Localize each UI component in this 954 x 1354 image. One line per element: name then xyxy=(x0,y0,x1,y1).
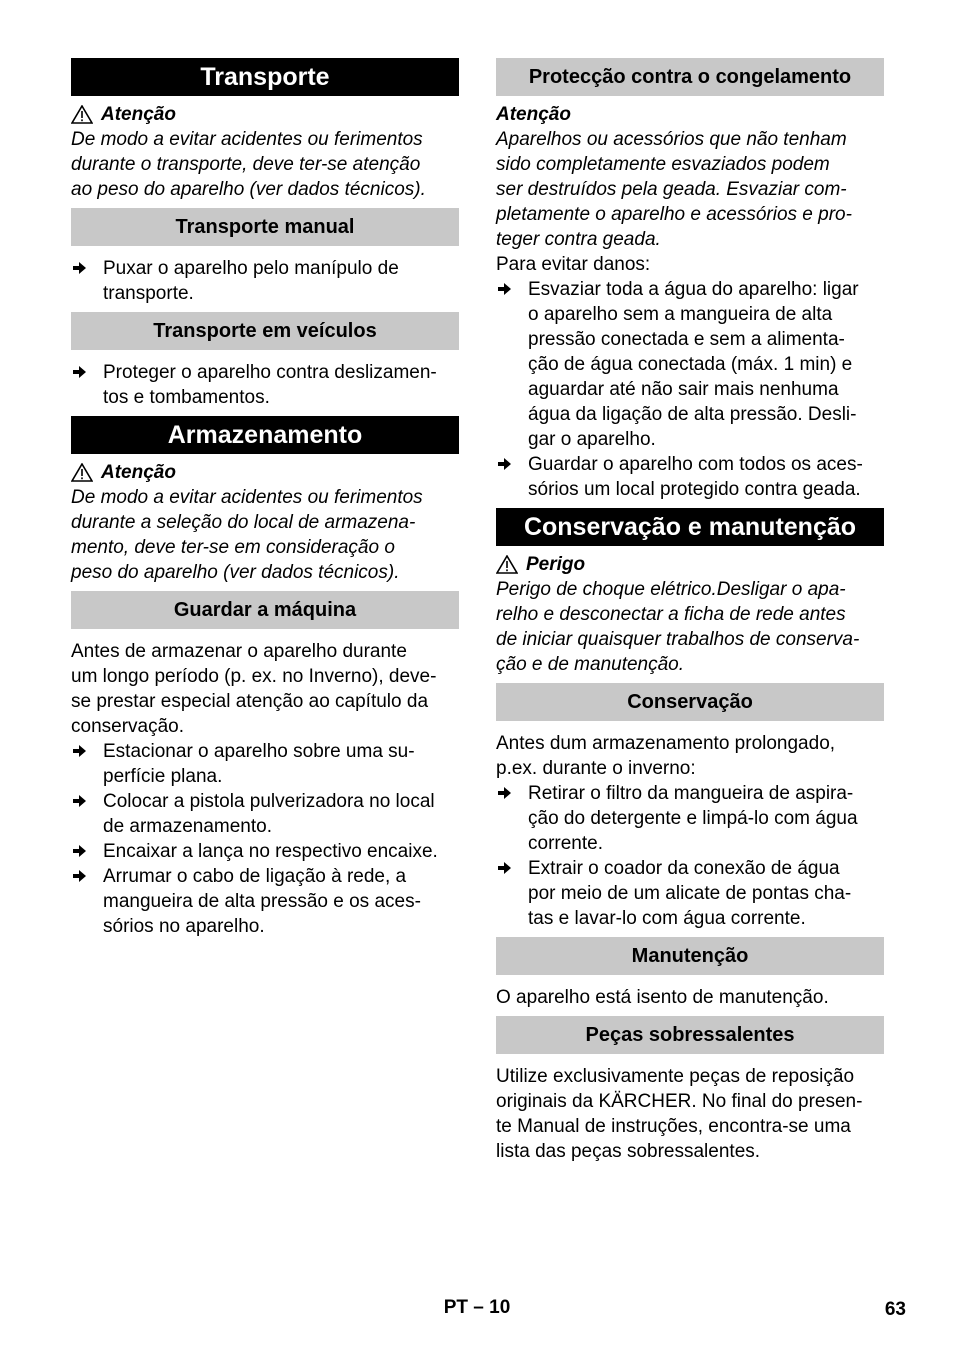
text-line: Estacionar o aparelho sobre uma su- xyxy=(103,741,415,762)
warning-congelamento xyxy=(496,102,884,127)
text-line: ção e de manutenção. xyxy=(496,654,685,675)
text-line: sórios no aparelho. xyxy=(103,916,265,937)
step-item xyxy=(496,452,884,502)
text-line: ção de água conectada (máx. 1 min) e xyxy=(528,354,853,375)
text-line: Puxar o aparelho pelo manípulo de xyxy=(103,258,399,279)
left-column xyxy=(71,58,459,939)
text-line: Perigo de choque elétrico.Desligar o apa- xyxy=(496,579,846,600)
text-line: de iniciar quaisquer trabalhos de conserva- xyxy=(496,629,860,650)
text-line: p.ex. durante o inverno: xyxy=(496,758,696,779)
text-line: transporte. xyxy=(103,283,194,304)
text-line: de armazenamento. xyxy=(103,816,272,837)
warning-triangle-icon xyxy=(71,463,93,482)
text-line: Arrumar o cabo de ligação à rede, a xyxy=(103,866,407,887)
warning-text-armazenamento xyxy=(71,485,459,585)
text-line: gar o aparelho. xyxy=(528,429,656,450)
text-line: ser destruídos pela geada. Esvaziar com- xyxy=(496,179,847,200)
text-line: ao peso do aparelho (ver dados técnicos). xyxy=(71,179,426,200)
text-line: De modo a evitar acidentes ou ferimentos xyxy=(71,487,423,508)
text-line: Guardar o aparelho com todos os aces- xyxy=(528,454,863,475)
right-column xyxy=(496,58,884,1164)
text-line: Extrair o coador da conexão de água xyxy=(528,858,840,879)
step-item xyxy=(496,781,884,856)
warning-label: Atenção xyxy=(101,462,176,483)
text-line: tas e lavar-lo com água corrente. xyxy=(528,908,806,929)
text-line: te Manual de instruções, encontra-se uma xyxy=(496,1116,851,1137)
step-item xyxy=(496,277,884,452)
text-line: corrente. xyxy=(528,833,603,854)
text-line: durante o transporte, deve ter-se atenção xyxy=(71,154,421,175)
step-item xyxy=(71,864,459,939)
text-line: Retirar o filtro da mangueira de aspira- xyxy=(528,783,854,804)
text-line: originais da KÄRCHER. No final do presen- xyxy=(496,1091,863,1112)
step-item xyxy=(71,256,459,306)
text-line: aguardar até não sair mais nenhuma xyxy=(528,379,839,400)
warning-label: Perigo xyxy=(526,554,586,575)
text-line: sido completamente esvaziados podem xyxy=(496,154,830,175)
heading-transporte-manual: Transporte manual xyxy=(71,208,459,246)
pecas-text xyxy=(496,1064,884,1164)
heading-armazenamento: Armazenamento xyxy=(71,416,459,454)
text-line: relho e desconectar a ficha de rede antes xyxy=(496,604,846,625)
text-line: durante a seleção do local de armazena- xyxy=(71,512,416,533)
heading-transporte-veiculos: Transporte em veículos xyxy=(71,312,459,350)
text-line: teger contra geada. xyxy=(496,229,661,250)
heading-pecas: Peças sobressalentes xyxy=(496,1016,884,1054)
heading-conservacao: Conservação xyxy=(496,683,884,721)
text-line: um longo período (p. ex. no Inverno), deve- xyxy=(71,666,437,687)
text-line: lista das peças sobressalentes. xyxy=(496,1141,761,1162)
guardar-intro xyxy=(71,639,459,739)
arrow-right-icon xyxy=(496,456,512,472)
warning-transporte xyxy=(71,102,459,127)
arrow-right-icon xyxy=(71,743,87,759)
heading-transporte: Transporte xyxy=(71,58,459,96)
arrow-right-icon xyxy=(71,260,87,276)
text-line: se prestar especial atenção ao capítulo da xyxy=(71,691,429,712)
heading-congelamento: Protecção contra o congelamento xyxy=(496,58,884,96)
text-line: Colocar a pistola pulverizadora no local xyxy=(103,791,435,812)
arrow-right-icon xyxy=(71,868,87,884)
text-line: peso do aparelho (ver dados técnicos). xyxy=(71,562,400,583)
congelamento-intro: Para evitar danos: xyxy=(496,254,651,275)
page-label: PT – 10 xyxy=(443,1297,511,1318)
warning-text-transporte xyxy=(71,127,459,202)
warning-label: Atenção xyxy=(496,104,571,125)
text-line: tos e tombamentos. xyxy=(103,387,270,408)
warning-text-perigo xyxy=(496,577,884,677)
step-item xyxy=(71,739,459,789)
text-line: Aparelhos ou acessórios que não tenham xyxy=(496,129,847,150)
conservacao-intro xyxy=(496,731,884,781)
text-line: o aparelho sem a mangueira de alta xyxy=(528,304,833,325)
step-item xyxy=(71,839,459,864)
text-line: mento, deve ter-se em consideração o xyxy=(71,537,395,558)
text-line: água da ligação de alta pressão. Desli- xyxy=(528,404,857,425)
heading-conservacao-manutencao: Conservação e manutenção xyxy=(496,508,884,546)
text-line: Antes dum armazenamento prolongado, xyxy=(496,733,836,754)
warning-text-congelamento xyxy=(496,127,884,252)
warning-label: Atenção xyxy=(101,104,176,125)
warning-triangle-icon xyxy=(496,555,518,574)
manutencao-text: O aparelho está isento de manutenção. xyxy=(496,987,829,1008)
arrow-right-icon xyxy=(496,281,512,297)
arrow-right-icon xyxy=(496,860,512,876)
text-line: Antes de armazenar o aparelho durante xyxy=(71,641,407,662)
arrow-right-icon xyxy=(71,793,87,809)
text-line: Encaixar a lança no respectivo encaixe. xyxy=(103,841,438,862)
warning-armazenamento xyxy=(71,460,459,485)
text-line: sórios um local protegido contra geada. xyxy=(528,479,861,500)
arrow-right-icon xyxy=(496,785,512,801)
text-line: conservação. xyxy=(71,716,185,737)
text-line: Proteger o aparelho contra deslizamen- xyxy=(103,362,437,383)
step-item xyxy=(71,360,459,410)
text-line: por meio de um alicate de pontas cha- xyxy=(528,883,852,904)
arrow-right-icon xyxy=(71,364,87,380)
step-item xyxy=(71,789,459,839)
text-line: perfície plana. xyxy=(103,766,223,787)
text-line: pressão conectada e sem a alimenta- xyxy=(528,329,845,350)
page-number: 63 xyxy=(884,1299,906,1320)
text-line: De modo a evitar acidentes ou ferimentos xyxy=(71,129,423,150)
heading-guardar-maquina: Guardar a máquina xyxy=(71,591,459,629)
text-line: ção do detergente e limpá-lo com água xyxy=(528,808,858,829)
step-item xyxy=(496,856,884,931)
arrow-right-icon xyxy=(71,843,87,859)
warning-triangle-icon xyxy=(71,105,93,124)
heading-manutencao: Manutenção xyxy=(496,937,884,975)
text-line: Esvaziar toda a água do aparelho: ligar xyxy=(528,279,859,300)
text-line: Utilize exclusivamente peças de reposição xyxy=(496,1066,855,1087)
warning-perigo xyxy=(496,552,884,577)
text-line: pletamente o aparelho e acessórios e pro- xyxy=(496,204,852,225)
text-line: mangueira de alta pressão e os aces- xyxy=(103,891,421,912)
